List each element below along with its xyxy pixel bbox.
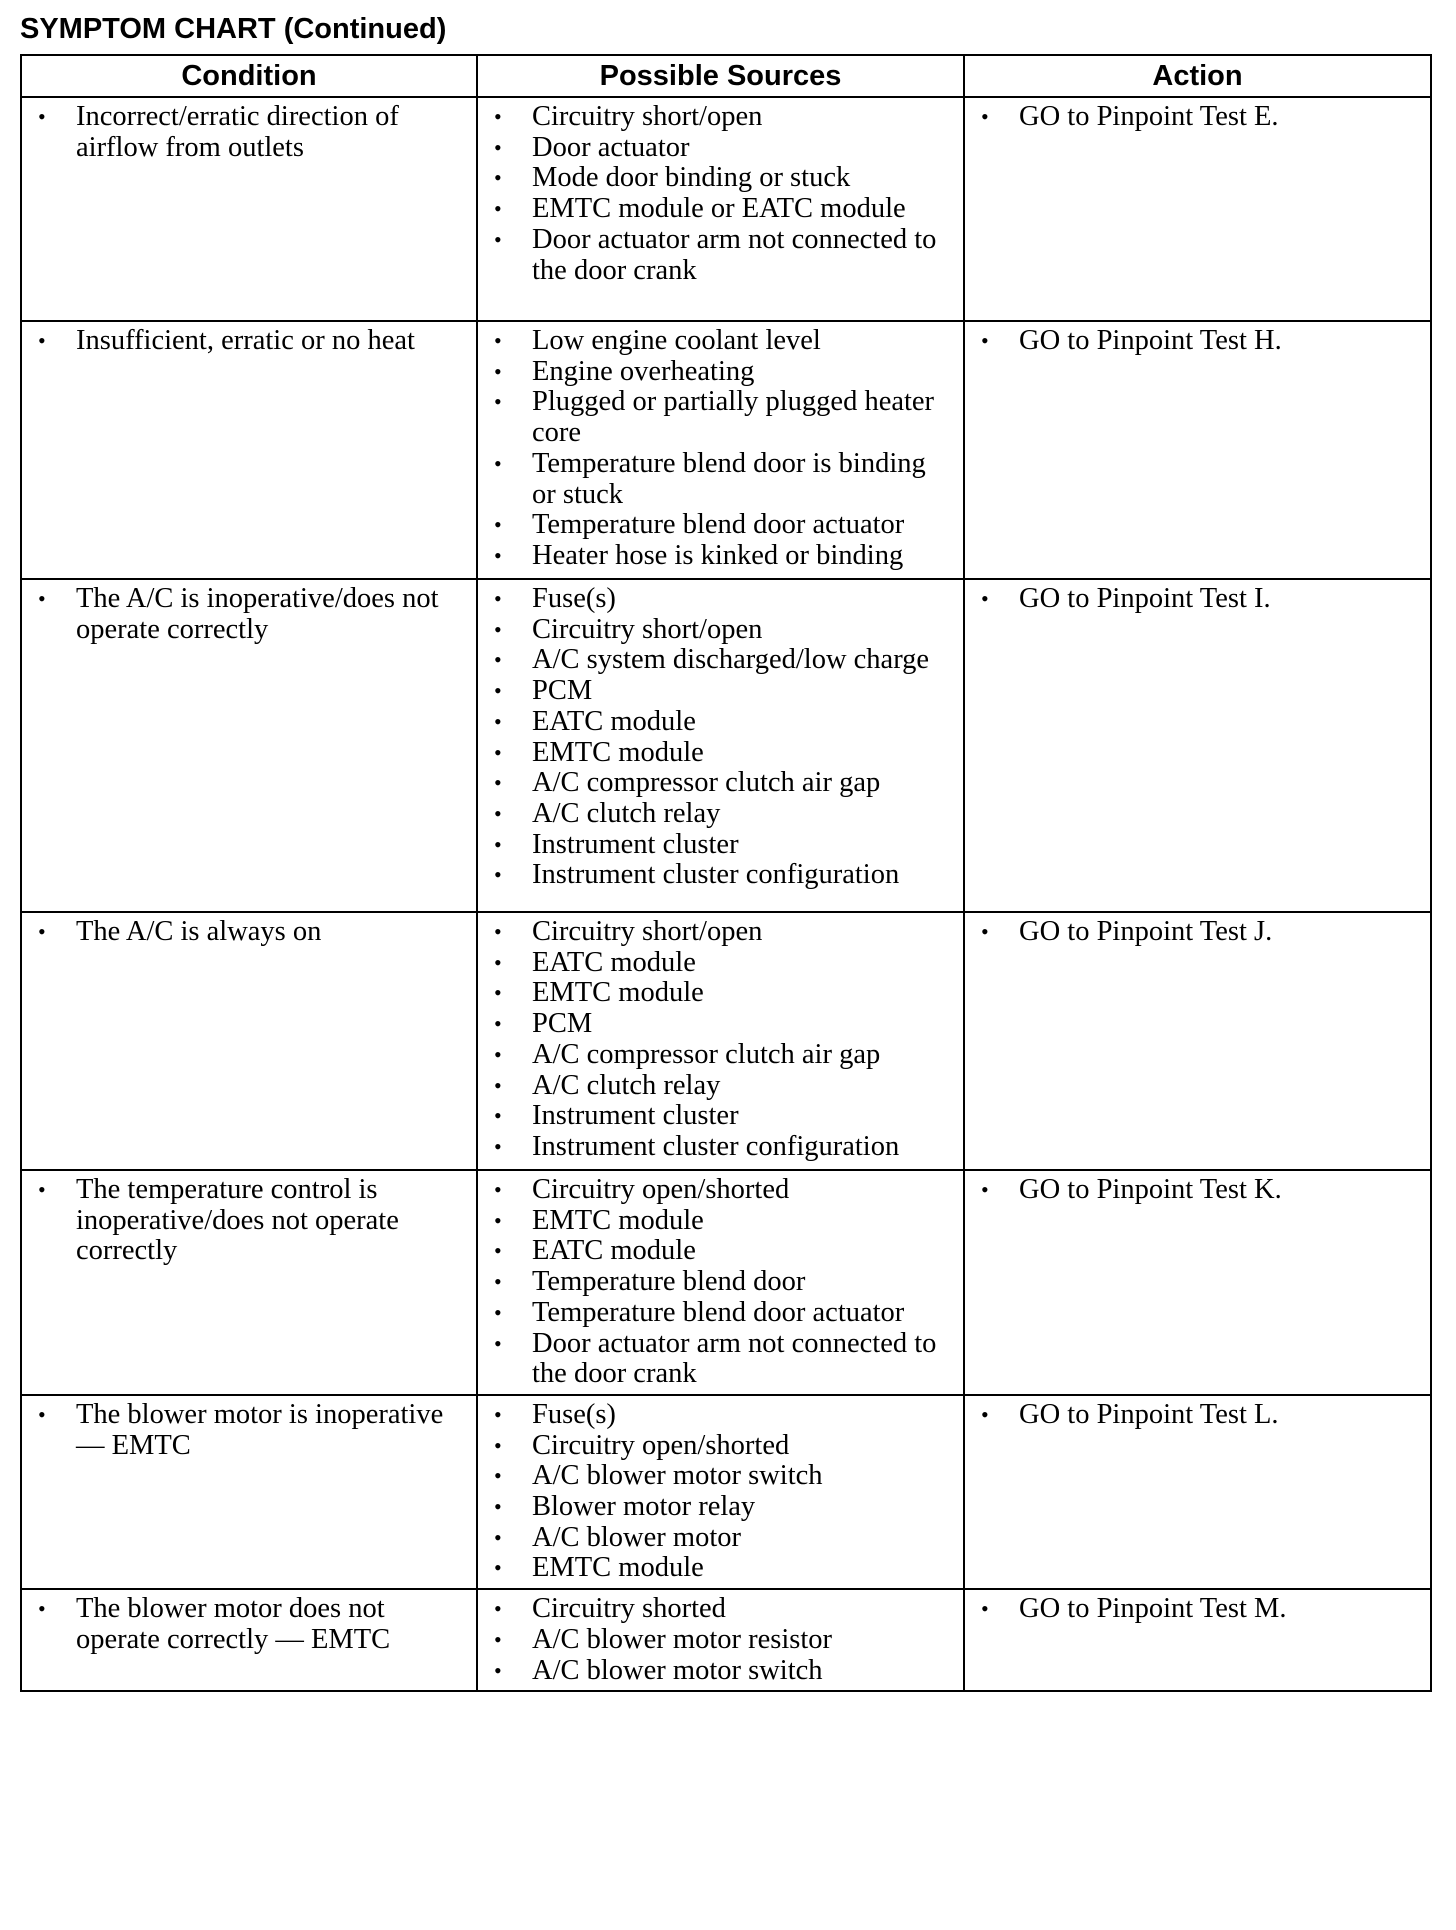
list-item: • EATC module bbox=[486, 707, 955, 738]
symptom-chart-table bbox=[20, 54, 1432, 1692]
bullet-list bbox=[30, 1175, 468, 1267]
action-cell bbox=[964, 97, 1431, 321]
possible-sources-cell bbox=[477, 579, 964, 912]
list-item: • EATC module bbox=[486, 948, 955, 979]
list-item: • GO to Pinpoint Test E. bbox=[973, 102, 1422, 133]
list-item: • Instrument cluster bbox=[486, 830, 955, 861]
bullet-list bbox=[973, 102, 1422, 133]
list-item: • EMTC module bbox=[486, 738, 955, 769]
action-cell bbox=[964, 321, 1431, 579]
list-item: • A/C system discharged/low charge bbox=[486, 645, 955, 676]
bullet-list bbox=[486, 1175, 955, 1390]
list-item: • The blower motor is inoperative — EMTC bbox=[30, 1400, 468, 1461]
condition-cell bbox=[21, 1170, 477, 1395]
list-item: • Incorrect/erratic direction of airflow from outlets bbox=[30, 102, 468, 163]
list-item: • Instrument cluster configuration bbox=[486, 860, 955, 891]
list-item: • Fuse(s) bbox=[486, 1400, 955, 1431]
bullet-list bbox=[973, 1400, 1422, 1431]
list-item: • Temperature blend door is binding or stuck bbox=[486, 449, 955, 510]
list-item: • Circuitry open/shorted bbox=[486, 1431, 955, 1462]
bullet-list bbox=[30, 1594, 468, 1655]
table-row bbox=[21, 97, 1431, 321]
possible-sources-cell bbox=[477, 97, 964, 321]
page-title: SYMPTOM CHART (Continued) bbox=[20, 13, 447, 45]
list-item: • Fuse(s) bbox=[486, 584, 955, 615]
list-item: • GO to Pinpoint Test J. bbox=[973, 917, 1422, 948]
action-cell bbox=[964, 1395, 1431, 1589]
list-item: • PCM bbox=[486, 676, 955, 707]
table-row bbox=[21, 579, 1431, 912]
list-item: • A/C blower motor resistor bbox=[486, 1625, 955, 1656]
list-item: • Temperature blend door actuator bbox=[486, 510, 955, 541]
list-item: • EATC module bbox=[486, 1236, 955, 1267]
bullet-list bbox=[486, 1400, 955, 1584]
action-cell bbox=[964, 912, 1431, 1170]
bullet-list bbox=[973, 1175, 1422, 1206]
list-item: • Plugged or partially plugged heater core bbox=[486, 387, 955, 448]
list-item: • EMTC module or EATC module bbox=[486, 194, 955, 225]
bullet-list bbox=[973, 1594, 1422, 1625]
list-item: • The temperature control is inoperative/does not operate correctly bbox=[30, 1175, 468, 1267]
list-item: • GO to Pinpoint Test I. bbox=[973, 584, 1422, 615]
list-item: • EMTC module bbox=[486, 1553, 955, 1584]
list-item: • Temperature blend door bbox=[486, 1267, 955, 1298]
condition-cell bbox=[21, 579, 477, 912]
column-header-action: Action bbox=[964, 55, 1431, 97]
list-item: • EMTC module bbox=[486, 1206, 955, 1237]
list-item: • The blower motor does not operate correctly — EMTC bbox=[30, 1594, 468, 1655]
possible-sources-cell bbox=[477, 1589, 964, 1691]
possible-sources-cell bbox=[477, 912, 964, 1170]
list-item: • Circuitry short/open bbox=[486, 102, 955, 133]
table-header-row bbox=[21, 55, 1431, 97]
list-item: • Instrument cluster configuration bbox=[486, 1132, 955, 1163]
condition-cell bbox=[21, 321, 477, 579]
list-item: • Circuitry shorted bbox=[486, 1594, 955, 1625]
table-row bbox=[21, 321, 1431, 579]
list-item: • Circuitry short/open bbox=[486, 615, 955, 646]
condition-cell bbox=[21, 1395, 477, 1589]
list-item: • GO to Pinpoint Test M. bbox=[973, 1594, 1422, 1625]
bullet-list bbox=[30, 584, 468, 645]
list-item: • The A/C is always on bbox=[30, 917, 468, 948]
bullet-list bbox=[486, 102, 955, 286]
bullet-list bbox=[486, 1594, 955, 1686]
condition-cell bbox=[21, 1589, 477, 1691]
list-item: • The A/C is inoperative/does not operate correctly bbox=[30, 584, 468, 645]
list-item: • GO to Pinpoint Test H. bbox=[973, 326, 1422, 357]
action-cell bbox=[964, 579, 1431, 912]
list-item: • Door actuator bbox=[486, 133, 955, 164]
bullet-list bbox=[30, 917, 468, 948]
list-item: • GO to Pinpoint Test K. bbox=[973, 1175, 1422, 1206]
list-item: • EMTC module bbox=[486, 978, 955, 1009]
list-item: • GO to Pinpoint Test L. bbox=[973, 1400, 1422, 1431]
list-item: • Heater hose is kinked or binding bbox=[486, 541, 955, 572]
column-header-condition: Condition bbox=[21, 55, 477, 97]
table-row bbox=[21, 1170, 1431, 1395]
bullet-list bbox=[973, 917, 1422, 948]
action-cell bbox=[964, 1589, 1431, 1691]
list-item: • Temperature blend door actuator bbox=[486, 1298, 955, 1329]
list-item: • A/C blower motor bbox=[486, 1523, 955, 1554]
list-item: • A/C clutch relay bbox=[486, 799, 955, 830]
action-cell bbox=[964, 1170, 1431, 1395]
list-item: • Circuitry open/shorted bbox=[486, 1175, 955, 1206]
bullet-list bbox=[30, 102, 468, 163]
table-row bbox=[21, 1589, 1431, 1691]
bullet-list bbox=[486, 326, 955, 572]
list-item: • A/C clutch relay bbox=[486, 1071, 955, 1102]
list-item: • A/C compressor clutch air gap bbox=[486, 1040, 955, 1071]
list-item: • Door actuator arm not connected to the door crank bbox=[486, 225, 955, 286]
list-item: • Circuitry short/open bbox=[486, 917, 955, 948]
possible-sources-cell bbox=[477, 321, 964, 579]
list-item: • Door actuator arm not connected to the door crank bbox=[486, 1329, 955, 1390]
bullet-list bbox=[30, 1400, 468, 1461]
list-item: • Instrument cluster bbox=[486, 1101, 955, 1132]
bullet-list bbox=[973, 326, 1422, 357]
list-item: • Insufficient, erratic or no heat bbox=[30, 326, 468, 357]
table-row bbox=[21, 1395, 1431, 1589]
list-item: • Engine overheating bbox=[486, 357, 955, 388]
bullet-list bbox=[30, 326, 468, 357]
list-item: • Low engine coolant level bbox=[486, 326, 955, 357]
condition-cell bbox=[21, 912, 477, 1170]
list-item: • A/C compressor clutch air gap bbox=[486, 768, 955, 799]
list-item: • PCM bbox=[486, 1009, 955, 1040]
bullet-list bbox=[973, 584, 1422, 615]
list-item: • Mode door binding or stuck bbox=[486, 163, 955, 194]
column-header-possible-sources: Possible Sources bbox=[477, 55, 964, 97]
possible-sources-cell bbox=[477, 1170, 964, 1395]
table-body bbox=[21, 97, 1431, 1691]
condition-cell bbox=[21, 97, 477, 321]
table-row bbox=[21, 912, 1431, 1170]
list-item: • A/C blower motor switch bbox=[486, 1461, 955, 1492]
bullet-list bbox=[486, 917, 955, 1163]
possible-sources-cell bbox=[477, 1395, 964, 1589]
list-item: • A/C blower motor switch bbox=[486, 1656, 955, 1687]
list-item: • Blower motor relay bbox=[486, 1492, 955, 1523]
bullet-list bbox=[486, 584, 955, 891]
